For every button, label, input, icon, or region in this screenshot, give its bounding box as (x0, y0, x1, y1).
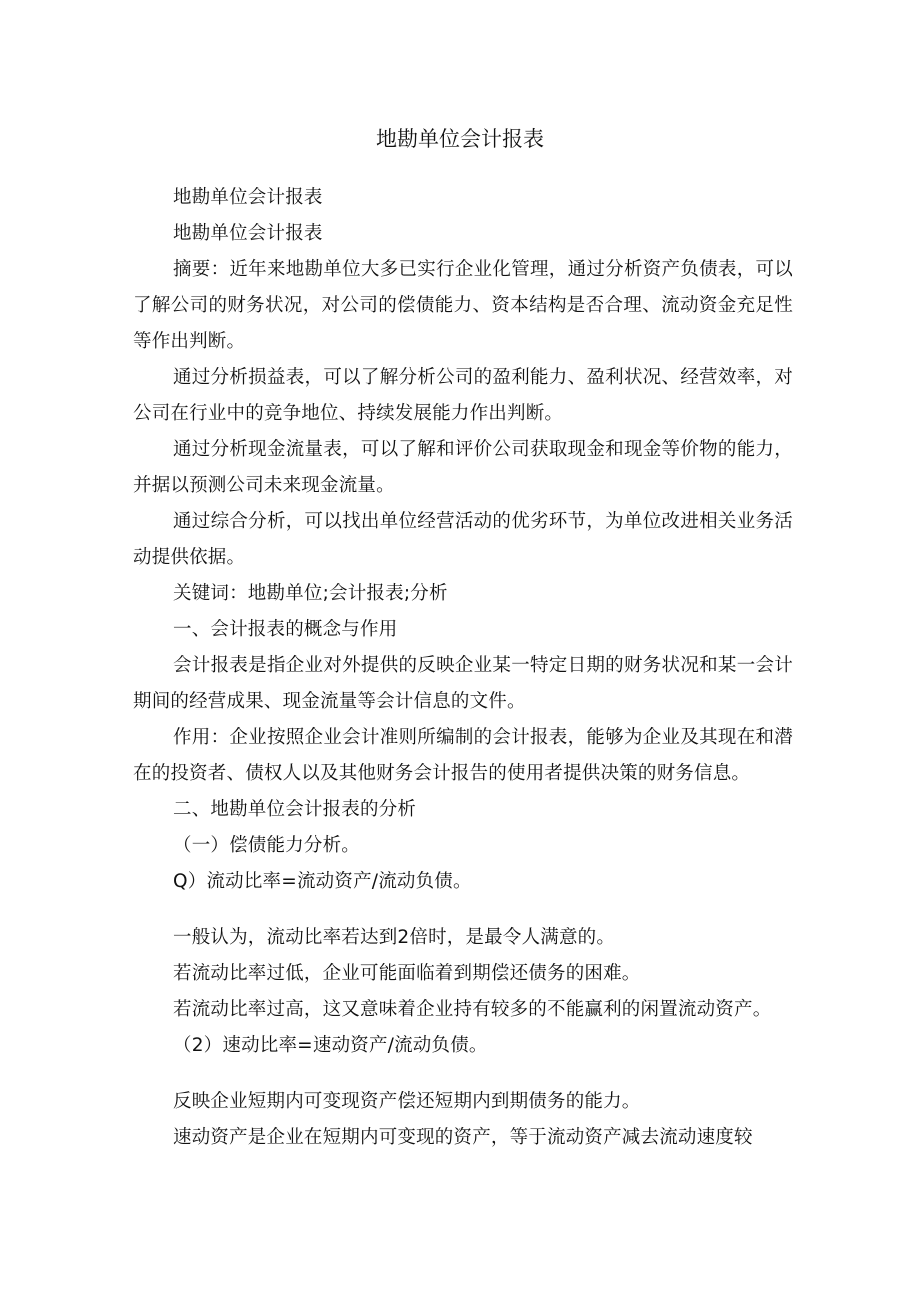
section-heading: 二、地勘单位会计报表的分析 (173, 799, 417, 820)
section-heading: 一、会计报表的概念与作用 (173, 619, 398, 640)
body-paragraph: 会计报表是指企业对外提供的反映企业某一特定日期的财务状况和某一会计期间的经营成果、现金流量等会计信息的文件。 (133, 655, 793, 712)
body-paragraph: 作用：企业按照企业会计准则所编制的会计报表，能够为企业及其现在和潜在的投资者、债权人以及其他财务会计报告的使用者提供决策的财务信息。 (133, 727, 793, 784)
document-body (133, 180, 793, 1156)
body-paragraph: 通过综合分析，可以找出单位经营活动的优劣环节，为单位改进相关业务活动提供依据。 (133, 511, 793, 568)
body-paragraph: 一般认为，流动比率若达到2倍时，是最令人满意的。 (173, 927, 616, 948)
keywords-line: 关键词：地勘单位;会计报表;分析 (173, 583, 448, 604)
body-paragraph: 若流动比率过低，企业可能面临着到期偿还债务的困难。 (173, 963, 641, 984)
body-paragraph: 若流动比率过高，这又意味着企业持有较多的不能赢利的闲置流动资产。 (173, 999, 772, 1020)
body-paragraph: 反映企业短期内可变现资产偿还短期内到期债务的能力。 (173, 1091, 641, 1112)
formula-line: Q）流动比率=流动资产/流动负债。 (173, 871, 472, 892)
document-title: 地勘单位会计报表 (376, 127, 544, 151)
abstract-paragraph: 摘要：近年来地勘单位大多已实行企业化管理，通过分析资产负债表，可以了解公司的财务状况，对公司的偿债能力、资本结构是否合理、流动资金充足性等作出判断。 (133, 259, 793, 352)
subtitle-line: 地勘单位会计报表 (173, 187, 323, 208)
subtitle-line: 地勘单位会计报表 (173, 223, 323, 244)
body-paragraph: 通过分析损益表，可以了解分析公司的盈利能力、盈利状况、经营效率，对公司在行业中的竞争地位、持续发展能力作出判断。 (133, 367, 793, 424)
subsection-heading: （一）偿债能力分析。 (173, 835, 361, 856)
body-paragraph: 通过分析现金流量表，可以了解和评价公司获取现金和现金等价物的能力，并据以预测公司未来现金流量。 (133, 439, 793, 496)
formula-line: （2）速动比率=速动资产/流动负债。 (173, 1035, 488, 1056)
body-paragraph: 速动资产是企业在短期内可变现的资产，等于流动资产减去流动速度较 (173, 1127, 753, 1148)
